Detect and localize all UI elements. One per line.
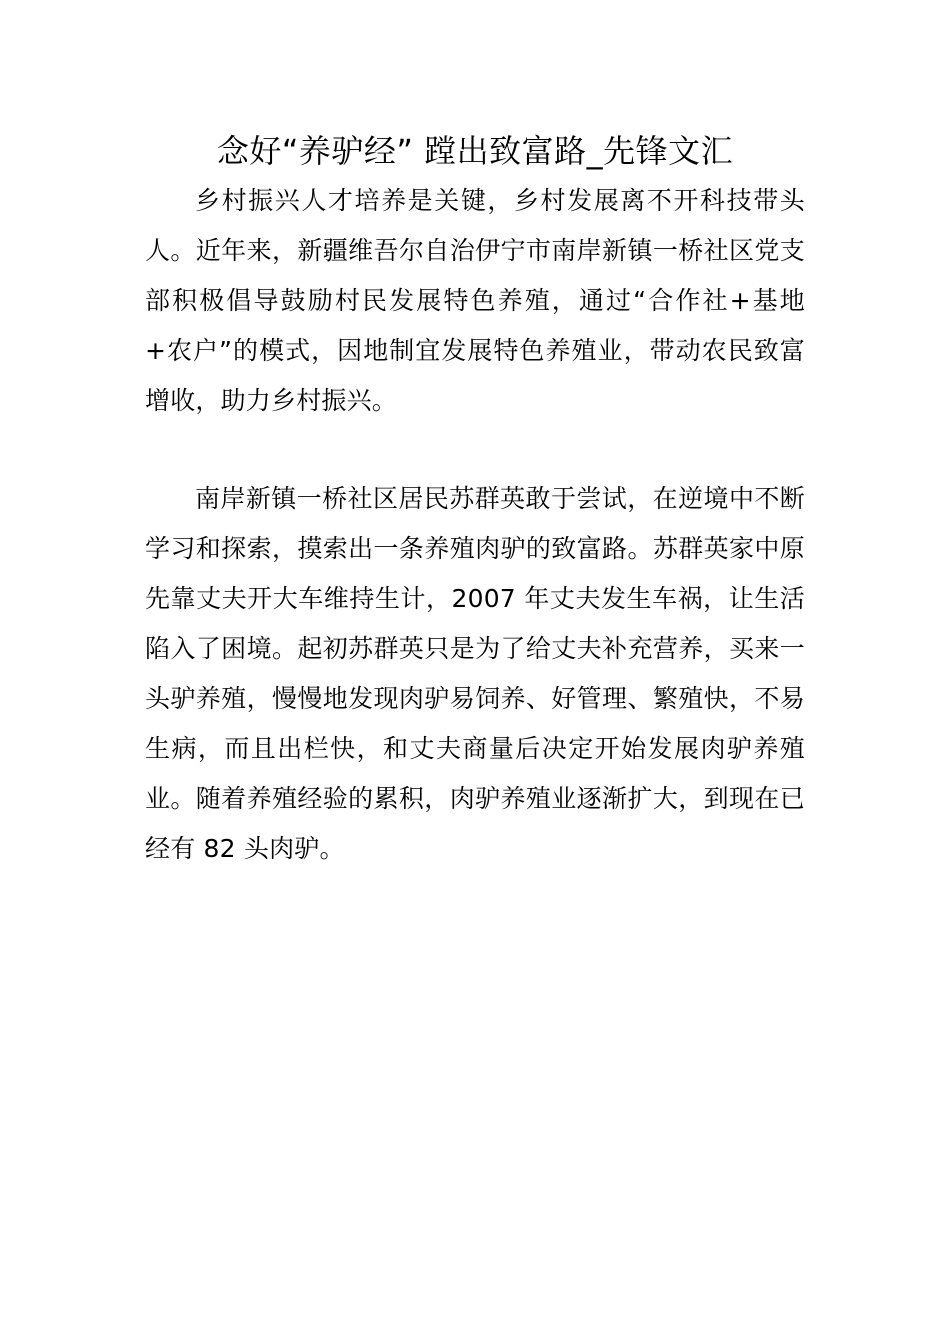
body-paragraph-2: 南岸新镇一桥社区居民苏群英敢于尝试，在逆境中不断学习和探索，摸索出一条养殖肉驴的致富路。苏群英家中原先靠丈夫开大车维持生计，2007 年丈夫发生车祸，让生活陷入了困境。起初苏群英只是为了给丈夫补充营养，买来一头驴养殖，慢慢地发现肉驴易饲养、好管理、繁殖快，不易生病，而且出栏快，和丈夫商量后决定开始发展肉驴养殖业。随着养殖经验的累积，肉驴养殖业逐渐扩大，到现在已经有 82 头肉驴。 <box>145 484 805 863</box>
body-paragraph-1: 乡村振兴人才培养是关键，乡村发展离不开科技带头人。近年来，新疆维吾尔自治伊宁市南岸新镇一桥社区党支部积极倡导鼓励村民发展特色养殖，通过“合作社+基地+农户”的模式，因地制宜发展特色养殖业，带动农民致富增收，助力乡村振兴。 <box>145 186 805 415</box>
document-title: 念好“养驴经” 蹚出致富路_先锋文汇 <box>216 132 734 170</box>
